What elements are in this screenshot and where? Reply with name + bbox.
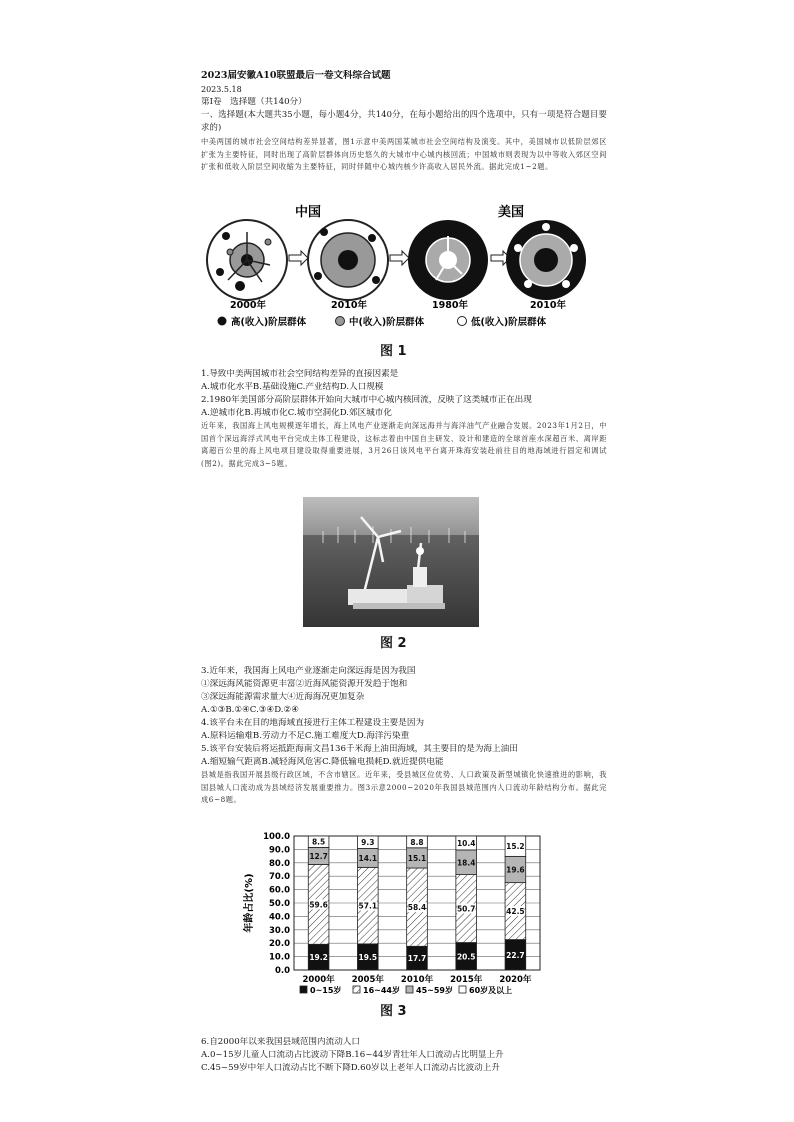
y-tick-label: 40.0 (269, 912, 290, 923)
legend-low-swatch (458, 317, 467, 326)
question-5-stem: 5.该平台安装后将运抵距海南文昌136千米海上油田海域，其主要目的是为海上油田 (201, 744, 518, 754)
y-tick-label: 50.0 (269, 899, 290, 909)
data-label: 17.7 (407, 954, 427, 964)
question-1-options: A.城市化水平B.基础设施C.产业结构D.人口规模 (201, 382, 384, 392)
arrow-icon (390, 251, 409, 265)
section-instructions: 一、选择题(本大题共35小题，每小题4分，共140分，在每小题给出的四个选项中，只有一项是符合题目要求的) (201, 109, 607, 132)
passage-1: 中美两国的城市社会空间结构差异显著，图1示意中美两国某城市社会空间结构及演变。其中，美国城市以低阶层郊区扩张为主要特征，同时出现了高阶层群体向历史悠久的大城市中心城内核回流；中国城市则表现为以中等收入郊区空间扩张和低收入阶层空间收缩为主要特征，同时伴随中心城内核少许高收入居民外流。据此完成1~2题。 (201, 137, 607, 172)
y-tick-label: 100.0 (263, 832, 290, 842)
china-2000-ring (207, 220, 287, 300)
data-label: 19.5 (358, 952, 378, 962)
exam-date: 2023.5.18 (201, 85, 242, 94)
y-tick-label: 80.0 (269, 858, 290, 869)
question-2-stem: 2.1980年美国部分高阶层群体开始向大城市中心城内核回流，反映了这类城市正在出现 (201, 395, 532, 405)
data-label: 12.7 (309, 851, 328, 861)
question-3-stem: 3.近年来，我国海上风电产业逐渐走向深远海是因为我国 (201, 666, 416, 676)
y-tick-label: 70.0 (269, 872, 290, 883)
fig1-year-4: 2010年 (530, 300, 566, 311)
data-label: 58.4 (407, 903, 427, 913)
legend-low-label: 低(收入)阶层群体 (471, 317, 547, 328)
legend-label: 60岁及以上 (469, 986, 513, 995)
x-tick-label: 2010年 (400, 975, 434, 985)
data-label: 57.1 (358, 901, 378, 911)
y-tick-label: 90.0 (269, 845, 290, 856)
fig1-label-usa: 美国 (498, 205, 525, 220)
question-6-stem: 6.自2000年以来我国县域范围内流动人口 (201, 1037, 360, 1047)
y-axis-label: 年龄占比(%) (244, 873, 255, 933)
data-label: 19.6 (506, 865, 525, 875)
fig1-year-2: 2010年 (331, 300, 367, 311)
passage-2: 近年来，我国海上风电规模逐年增长，海上风电产业逐渐走向深远海并与海洋油气产业融合发展。2023年1月2日，中国首个深远海浮式风电平台完成主体工程建设，这标志着由中国自主研发、设计和建造的全球首座水深超百米、离岸距离超百公里的海上风电项目建设取得重要进展，3月26日该风电平台离开珠海安装赴前往目的地海域进行固定和调试(图2)。据此完成3~5题。 (201, 421, 607, 468)
question-4-stem: 4.该平台未在目的地海域直接进行主体工程建设主要是因为 (201, 718, 425, 728)
data-label: 42.5 (506, 907, 525, 917)
x-tick-label: 2020年 (499, 975, 532, 985)
y-tick-label: 20.0 (269, 939, 290, 950)
x-tick-label: 2005年 (351, 975, 384, 985)
data-label: 59.6 (309, 900, 328, 910)
data-label: 8.5 (311, 837, 326, 847)
exam-title: 2023届安徽A10联盟最后一卷文科综合试题 (201, 70, 391, 81)
legend-mid-label: 中(收入)阶层群体 (349, 317, 425, 328)
usa-1980-ring (408, 220, 488, 300)
question-6-line-1: A.0~15岁儿童人口流动占比波动下降B.16~44岁青壮年人口流动占比明显上升 (201, 1050, 504, 1060)
legend-swatch (459, 986, 466, 993)
china-2010-ring (308, 220, 388, 300)
figure-3-chart (240, 826, 550, 998)
x-tick-label: 2015年 (450, 975, 483, 985)
fig1-year-1: 2000年 (230, 300, 266, 311)
figure-3-caption: 图 3 (380, 1004, 407, 1019)
arrow-icon (289, 251, 308, 265)
fig1-label-china: 中国 (295, 205, 322, 220)
figure-2-photo (303, 497, 479, 627)
question-3-options: A.①③B.①④C.③④D.②④ (201, 705, 299, 715)
y-tick-label: 30.0 (269, 925, 290, 936)
question-2-options: A.逆城市化B.再城市化C.城市空洞化D.郊区城市化 (201, 408, 392, 418)
question-6-line-2: C.45~59岁中年人口流动占比不断下降D.60岁以上老年人口流动占比波动上升 (201, 1063, 500, 1072)
data-label: 10.4 (456, 838, 476, 848)
usa-2010-ring (506, 220, 586, 300)
question-3-line-2: ③深远海能源需求量大④近海海况更加复杂 (201, 692, 365, 702)
data-label: 8.8 (410, 837, 424, 847)
figure-2-caption: 图 2 (380, 636, 407, 651)
legend-label: 0~15岁 (310, 986, 342, 995)
data-label: 14.1 (358, 853, 378, 863)
y-tick-label: 10.0 (269, 952, 290, 963)
y-tick-label: 60.0 (269, 885, 290, 896)
data-label: 19.2 (309, 953, 328, 963)
figure-1-caption: 图 1 (380, 344, 407, 359)
legend-high-swatch (218, 317, 227, 326)
figure-1-diagram (200, 200, 600, 330)
data-label: 15.1 (407, 853, 427, 863)
question-1-stem: 1.导致中美两国城市社会空间结构差异的直接因素是 (201, 369, 399, 379)
data-label: 9.3 (361, 838, 375, 848)
fig1-year-3: 1980年 (432, 300, 468, 311)
data-label: 15.2 (506, 842, 525, 852)
legend-mid-swatch (336, 317, 345, 326)
passage-3: 县城是指我国开展县级行政区域，不含市辖区。近年来，受县城区位优势、人口政策及新型城镇化快速推进的影响，我国县城人口流动成为县域经济发展重要推力。图3示意2000~2020年我国县城范围内人口流动年龄结构分布。据此完成6~8题。 (201, 770, 607, 805)
legend-swatch (406, 986, 413, 993)
question-5-options: A.缩短输气距离B.减轻海风危害C.降低输电损耗D.就近提供电能 (201, 757, 444, 767)
data-label: 22.7 (506, 950, 525, 960)
legend-high-label: 高(收入)阶层群体 (231, 317, 307, 328)
part-heading: 第Ⅰ卷 选择题（共140分） (201, 97, 307, 107)
question-3-line-1: ①深远海风能资源更丰富②近海风能资源开发趋于饱和 (201, 679, 408, 689)
legend-swatch (300, 986, 307, 993)
legend-swatch (353, 986, 360, 993)
data-label: 18.4 (456, 858, 476, 868)
data-label: 20.5 (456, 952, 476, 962)
question-4-options: A.原料运输难B.劳动力不足C.施工难度大D.海洋污染重 (201, 731, 410, 741)
x-tick-label: 2000年 (302, 975, 335, 985)
legend-label: 16~44岁 (363, 986, 400, 995)
y-tick-label: 0.0 (274, 966, 290, 976)
data-label: 50.7 (456, 904, 476, 914)
legend-label: 45~59岁 (416, 986, 453, 995)
